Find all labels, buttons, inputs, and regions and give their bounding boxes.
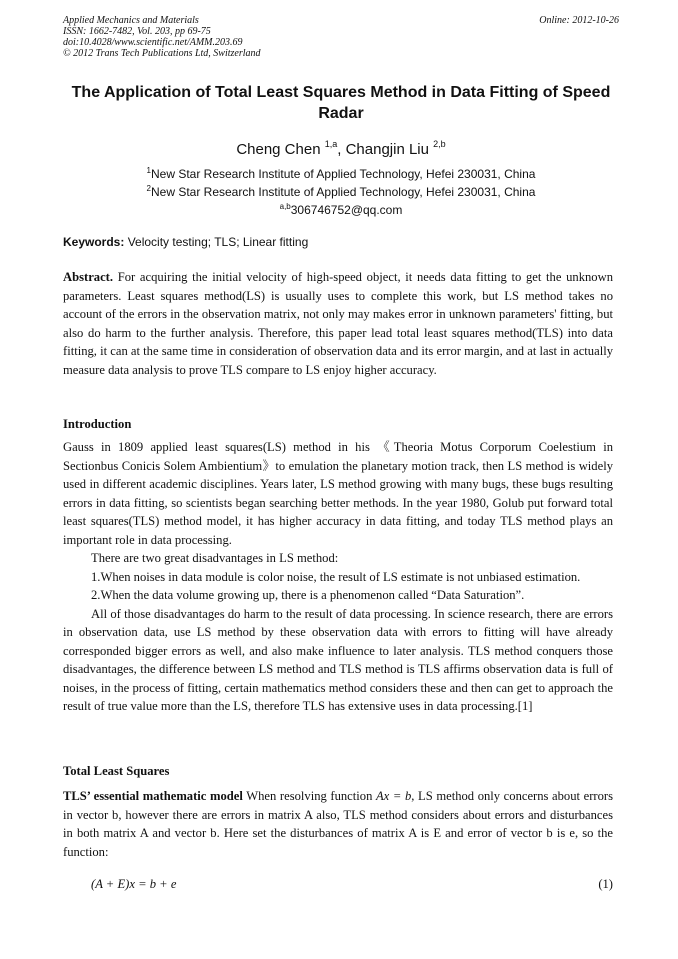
- copyright-line: © 2012 Trans Tech Publications Ltd, Switzerland: [63, 48, 261, 59]
- keywords-label: Keywords:: [63, 235, 125, 249]
- abstract-label: Abstract.: [63, 270, 114, 284]
- introduction-body: [63, 438, 613, 716]
- issn-line: ISSN: 1662-7482, Vol. 203, pp 69-75: [63, 26, 211, 37]
- doi-line: doi:10.4028/www.scientific.net/AMM.203.69: [63, 37, 243, 48]
- email-line: [63, 200, 619, 217]
- affiliation-1: [63, 164, 619, 181]
- paragraph: 2.When the data volume growing up, there is a phenomenon called “Data Saturation”.: [91, 588, 525, 602]
- journal-name: Applied Mechanics and Materials: [63, 15, 199, 26]
- author-superscript: 2,b: [433, 139, 446, 149]
- email-superscript: a,b: [279, 202, 291, 211]
- tls-body: [63, 787, 613, 861]
- keywords-text: Velocity testing; TLS; Linear fitting: [124, 235, 309, 249]
- author-name: Changjin Liu: [345, 141, 429, 158]
- abstract-text: For acquiring the initial velocity of high-speed object, it needs data fitting to get the unknown parameters. Least squares method(LS) is usually uses to complete this work, but LS method takes no account of the errors in the observation matrix, not only may makes error in unknown parameters' fitting, but also do harm to the further analysis. Therefore, this paper lead total least squares method(TLS) into data fitting, it can at the same time in consideration of observation data and its error margin, and at last in actually measure data analysis to prove TLS compare to LS enjoy higher accuracy.: [63, 270, 613, 377]
- paper-title: The Application of Total Least Squares Method in Data Fitting of Speed Radar: [71, 84, 611, 122]
- abstract: [63, 268, 613, 379]
- email-text: 306746752@qq.com: [290, 203, 403, 217]
- tls-lead: TLS’ essential mathematic model: [63, 789, 243, 803]
- affiliation-text: New Star Research Institute of Applied Technology, Hefei 230031, China: [150, 185, 536, 199]
- section-heading-total-least-squares: Total Least Squares: [63, 764, 170, 778]
- affiliation-superscript: 1: [146, 166, 151, 175]
- affiliation-2: [63, 182, 619, 199]
- author-superscript: 1,a: [324, 139, 338, 149]
- journal-header: [63, 15, 619, 59]
- keywords: [63, 235, 619, 249]
- paragraph: There are two great disadvantages in LS method:: [91, 551, 339, 565]
- author-separator: ,: [337, 141, 346, 158]
- equation-number: (1): [598, 877, 613, 891]
- tls-text: , LS method only concerns about errors in vector b, however there are errors in matrix A also, TLS method considers about errors and disturbances in both matrix A and vector b. Here set the disturbances of matrix A is E and error of vector b is e, so the function:: [63, 789, 613, 859]
- affiliation-text: New Star Research Institute of Applied Technology, Hefei 230031, China: [150, 167, 536, 181]
- tls-text: When resolving function: [242, 789, 376, 803]
- paragraph: 1.When noises in data module is color noise, the result of LS estimate is not unbiased estimation.: [91, 569, 581, 584]
- author-line: [63, 135, 619, 159]
- author-name: Cheng Chen: [236, 141, 321, 158]
- affiliation-superscript: 2: [146, 184, 151, 193]
- paragraph: Gauss in 1809 applied least squares(LS) method in his 《Theoria Motus Corporum Coelestium in Sectionbus Conicis Solem Ambientium》to emulation the planetary motion track, then LS method is widely used in different academic disciplines. Years later, LS method growing with many bugs, these bugs resulting errors in data fitting, so scientists began searching better methods. In the year 1980, Golub put forward total least squares(TLS) method model, it has higher accuracy in data fitting, and today TLS method plays an important role in data processing.: [63, 440, 613, 547]
- online-date: Online: 2012-10-26: [539, 15, 619, 26]
- equation-expression: (A + E)x = b + e: [91, 877, 177, 891]
- paragraph: All of those disadvantages do harm to the result of data processing. In science research, there are errors in observation data, use LS method by these observation data with errors to fitting will have already corresponded bigger errors as well, and also make influence to later analysis. TLS method conquers those disadvantages, the difference between LS method and TLS method is TLS affirms observation data is full of noises, in the process of fitting, certain mathematics method considers these and then can get to approach the result of true value more than the LS, therefore TLS has extensive uses in data processing.[1]: [63, 606, 613, 713]
- section-heading-introduction: Introduction: [63, 417, 132, 431]
- equation-1: [63, 874, 613, 894]
- inline-formula: Ax = b: [375, 789, 412, 803]
